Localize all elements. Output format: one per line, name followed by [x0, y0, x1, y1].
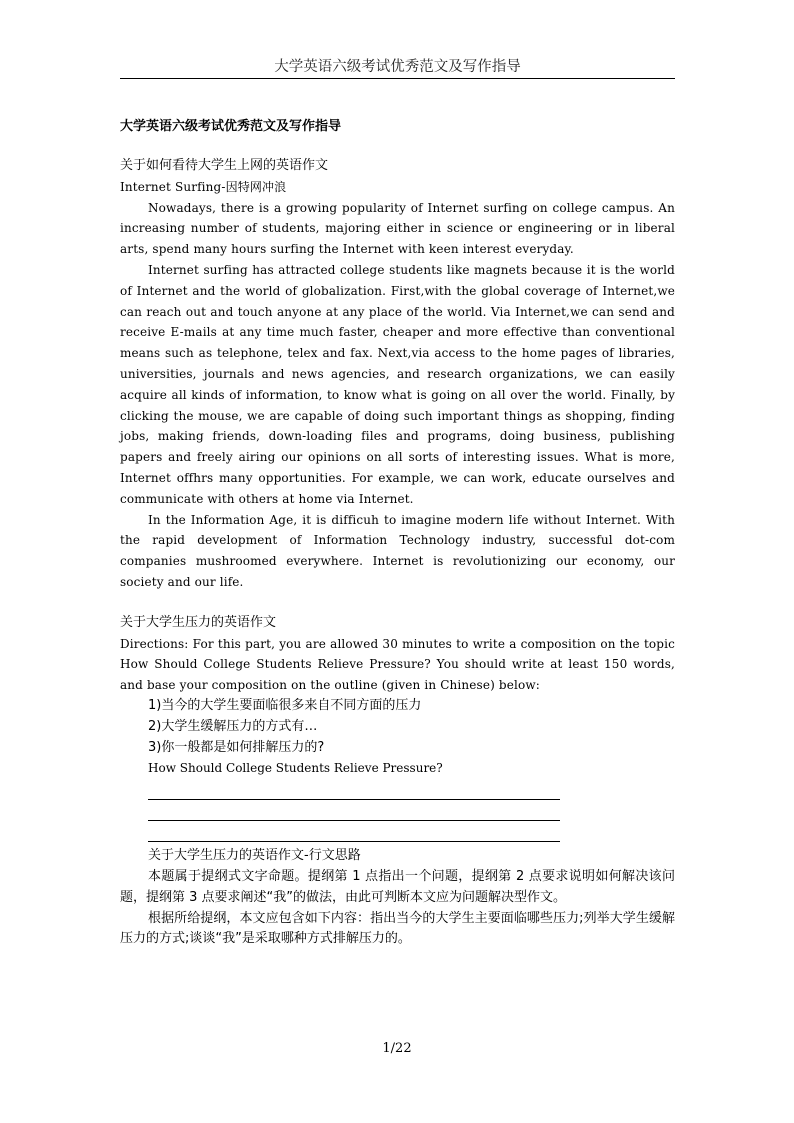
directions-text: Directions: For this part, you are allowed 30 minutes to write a composition on the topic How Should College Students Relieve Pressure? You should write at least 150 words, and base your composition on the outline (given in Chinese) below: [120, 636, 675, 693]
writing-line [148, 821, 560, 842]
paragraph: 本题属于提纲式文字命题。提纲第 1 点指出一个问题，提纲第 2 点要求说明如何解决该问题，提纲第 3 点要求阐述“我”的做法，由此可判断本文应为问题解决型作文。 [120, 868, 675, 905]
writing-line [148, 779, 560, 800]
running-header: 大学英语六级考试优秀范文及写作指导 [120, 56, 675, 79]
section-heading-pressure: 关于大学生压力的英语作文 [120, 614, 277, 630]
paragraph: 根据所给提纲，本文应包含如下内容：指出当今的大学生主要面临哪些压力;列举大学生缓解压力的方式;谈谈“我”是采取哪种方式排解压力的。 [120, 910, 675, 947]
paragraph: Internet surfing has attracted college students like magnets because it is the world of Internet and the world of globalization. First,with the global coverage of Internet,we can reach out and touch anyone at any place of the world. Via Internet,we can send and receive E-mails at any time much faster, cheaper and more effective than conventional means such as telephone, telex and fax. Next,via access to the home pages of libraries, universities, journals and news agencies, and research organizations, we can easily acquire all kinds of information, to know what is going on all over the world. Finally, by clicking the mouse, we are capable of doing such important things as shopping, finding jobs, making friends, down-loading files and programs, doing business, publishing papers and freely airing our opinions on all sorts of interesting issues. What is more, Internet offhrs many opportunities. For example, we can work, educate ourselves and communicate with others at home via Internet. [120, 262, 675, 506]
section-spacer [120, 593, 675, 613]
writing-line [148, 800, 560, 821]
document-title: 大学英语六级考试优秀范文及写作指导 [120, 119, 342, 134]
outline-item: 3)你一般都是如何排解压力的? [148, 739, 325, 755]
page-number: 1/22 [382, 1041, 412, 1056]
paragraph: Nowadays, there is a growing popularity of Internet surfing on college campus. An increasing number of students, majoring either in science or engineering or in liberal arts, spend many hours surfing the Internet with keen interest everyday. [120, 200, 675, 257]
essay-subtitle: Internet Surfing-因特网冲浪 [120, 179, 287, 194]
section-heading-approach: 关于大学生压力的英语作文-行文思路 [148, 848, 361, 864]
outline-item: 2)大学生缓解压力的方式有… [148, 718, 318, 734]
document-body [120, 116, 675, 950]
outline-item: 1)当今的大学生要面临很多来自不同方面的压力 [148, 697, 422, 713]
essay-title: How Should College Students Relieve Pressure? [148, 761, 443, 776]
paragraph: In the Information Age, it is difficuh to imagine modern life without Internet. With the rapid development of Information Technology industry, successful dot-com companies mushroomed everywhere. Internet is revolutionizing our economy, our society and our life. [120, 512, 675, 589]
section-heading-internet: 关于如何看待大学生上网的英语作文 [120, 158, 329, 173]
